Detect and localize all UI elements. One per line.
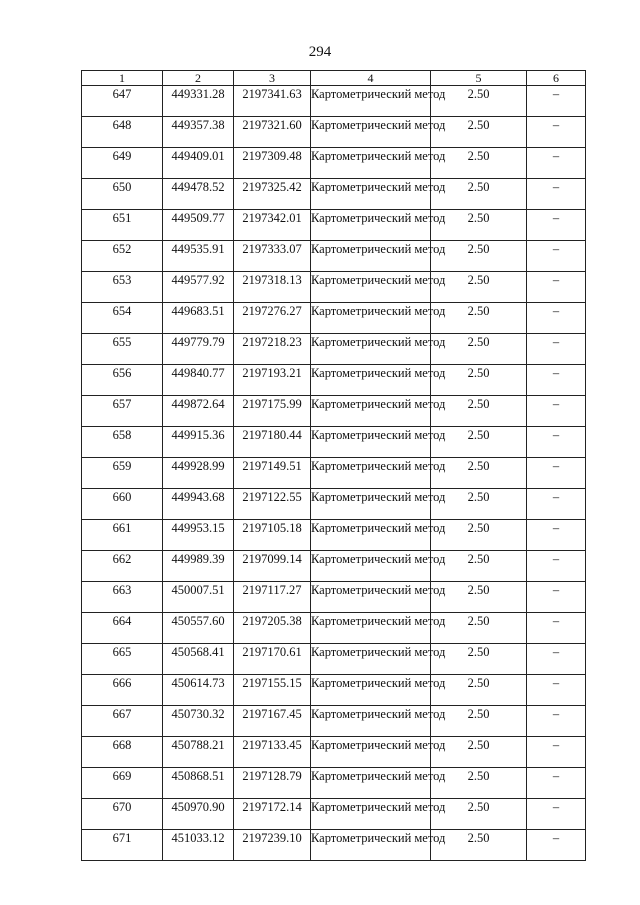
accuracy-cell: 2.50	[431, 334, 527, 365]
coordinates-table	[81, 70, 586, 861]
point-number-cell: 654	[82, 303, 163, 334]
table-row	[82, 365, 586, 396]
x-coordinate-cell: 449915.36	[163, 427, 234, 458]
point-number-cell: 649	[82, 148, 163, 179]
method-cell: Картометрический метод	[311, 334, 431, 365]
point-number-cell: 648	[82, 117, 163, 148]
x-coordinate-cell: 449478.52	[163, 179, 234, 210]
method-cell: Картометрический метод	[311, 520, 431, 551]
y-coordinate-cell: 2197167.45	[234, 706, 311, 737]
note-cell: –	[527, 830, 586, 861]
table-row	[82, 334, 586, 365]
point-number-cell: 657	[82, 396, 163, 427]
accuracy-cell: 2.50	[431, 210, 527, 241]
y-coordinate-cell: 2197170.61	[234, 644, 311, 675]
method-cell: Картометрический метод	[311, 644, 431, 675]
y-coordinate-cell: 2197318.13	[234, 272, 311, 303]
y-coordinate-cell: 2197325.42	[234, 179, 311, 210]
point-number-cell: 669	[82, 768, 163, 799]
note-cell: –	[527, 613, 586, 644]
y-coordinate-cell: 2197239.10	[234, 830, 311, 861]
table-row	[82, 179, 586, 210]
y-coordinate-cell: 2197333.07	[234, 241, 311, 272]
y-coordinate-cell: 2197218.23	[234, 334, 311, 365]
note-cell: –	[527, 148, 586, 179]
point-number-cell: 663	[82, 582, 163, 613]
accuracy-cell: 2.50	[431, 675, 527, 706]
note-cell: –	[527, 241, 586, 272]
table-row	[82, 210, 586, 241]
method-cell: Картометрический метод	[311, 117, 431, 148]
table-row	[82, 551, 586, 582]
x-coordinate-cell: 450557.60	[163, 613, 234, 644]
point-number-cell: 655	[82, 334, 163, 365]
y-coordinate-cell: 2197205.38	[234, 613, 311, 644]
point-number-cell: 664	[82, 613, 163, 644]
note-cell: –	[527, 489, 586, 520]
note-cell: –	[527, 675, 586, 706]
method-cell: Картометрический метод	[311, 458, 431, 489]
x-coordinate-cell: 450614.73	[163, 675, 234, 706]
accuracy-cell: 2.50	[431, 179, 527, 210]
table-row	[82, 768, 586, 799]
table-row	[82, 582, 586, 613]
y-coordinate-cell: 2197155.15	[234, 675, 311, 706]
note-cell: –	[527, 520, 586, 551]
y-coordinate-cell: 2197172.14	[234, 799, 311, 830]
note-cell: –	[527, 334, 586, 365]
point-number-cell: 659	[82, 458, 163, 489]
method-cell: Картометрический метод	[311, 613, 431, 644]
x-coordinate-cell: 449943.68	[163, 489, 234, 520]
accuracy-cell: 2.50	[431, 613, 527, 644]
y-coordinate-cell: 2197099.14	[234, 551, 311, 582]
y-coordinate-cell: 2197175.99	[234, 396, 311, 427]
accuracy-cell: 2.50	[431, 148, 527, 179]
y-coordinate-cell: 2197342.01	[234, 210, 311, 241]
table-row	[82, 241, 586, 272]
table-row	[82, 303, 586, 334]
note-cell: –	[527, 365, 586, 396]
accuracy-cell: 2.50	[431, 768, 527, 799]
x-coordinate-cell: 449989.39	[163, 551, 234, 582]
column-header-3: 3	[234, 71, 311, 86]
note-cell: –	[527, 117, 586, 148]
note-cell: –	[527, 303, 586, 334]
note-cell: –	[527, 737, 586, 768]
x-coordinate-cell: 450788.21	[163, 737, 234, 768]
point-number-cell: 650	[82, 179, 163, 210]
x-coordinate-cell: 450868.51	[163, 768, 234, 799]
point-number-cell: 665	[82, 644, 163, 675]
note-cell: –	[527, 582, 586, 613]
table-row	[82, 272, 586, 303]
y-coordinate-cell: 2197276.27	[234, 303, 311, 334]
accuracy-cell: 2.50	[431, 799, 527, 830]
note-cell: –	[527, 86, 586, 117]
x-coordinate-cell: 449535.91	[163, 241, 234, 272]
method-cell: Картометрический метод	[311, 179, 431, 210]
note-cell: –	[527, 799, 586, 830]
y-coordinate-cell: 2197321.60	[234, 117, 311, 148]
method-cell: Картометрический метод	[311, 582, 431, 613]
note-cell: –	[527, 179, 586, 210]
accuracy-cell: 2.50	[431, 551, 527, 582]
x-coordinate-cell: 449840.77	[163, 365, 234, 396]
method-cell: Картометрический метод	[311, 148, 431, 179]
y-coordinate-cell: 2197117.27	[234, 582, 311, 613]
column-header-6: 6	[527, 71, 586, 86]
method-cell: Картометрический метод	[311, 675, 431, 706]
accuracy-cell: 2.50	[431, 830, 527, 861]
y-coordinate-cell: 2197180.44	[234, 427, 311, 458]
accuracy-cell: 2.50	[431, 272, 527, 303]
point-number-cell: 668	[82, 737, 163, 768]
note-cell: –	[527, 768, 586, 799]
y-coordinate-cell: 2197105.18	[234, 520, 311, 551]
method-cell: Картометрический метод	[311, 799, 431, 830]
method-cell: Картометрический метод	[311, 830, 431, 861]
x-coordinate-cell: 450007.51	[163, 582, 234, 613]
x-coordinate-cell: 449928.99	[163, 458, 234, 489]
point-number-cell: 652	[82, 241, 163, 272]
y-coordinate-cell: 2197128.79	[234, 768, 311, 799]
note-cell: –	[527, 210, 586, 241]
point-number-cell: 647	[82, 86, 163, 117]
method-cell: Картометрический метод	[311, 241, 431, 272]
method-cell: Картометрический метод	[311, 551, 431, 582]
table-row	[82, 675, 586, 706]
method-cell: Картометрический метод	[311, 272, 431, 303]
x-coordinate-cell: 449409.01	[163, 148, 234, 179]
y-coordinate-cell: 2197309.48	[234, 148, 311, 179]
table-header-row	[82, 71, 586, 86]
table-row	[82, 737, 586, 768]
x-coordinate-cell: 449953.15	[163, 520, 234, 551]
accuracy-cell: 2.50	[431, 458, 527, 489]
note-cell: –	[527, 706, 586, 737]
column-header-5: 5	[431, 71, 527, 86]
y-coordinate-cell: 2197193.21	[234, 365, 311, 396]
accuracy-cell: 2.50	[431, 365, 527, 396]
point-number-cell: 670	[82, 799, 163, 830]
table-row	[82, 427, 586, 458]
method-cell: Картометрический метод	[311, 396, 431, 427]
accuracy-cell: 2.50	[431, 489, 527, 520]
x-coordinate-cell: 449779.79	[163, 334, 234, 365]
y-coordinate-cell: 2197149.51	[234, 458, 311, 489]
method-cell: Картометрический метод	[311, 427, 431, 458]
y-coordinate-cell: 2197133.45	[234, 737, 311, 768]
point-number-cell: 658	[82, 427, 163, 458]
accuracy-cell: 2.50	[431, 737, 527, 768]
note-cell: –	[527, 427, 586, 458]
accuracy-cell: 2.50	[431, 117, 527, 148]
note-cell: –	[527, 458, 586, 489]
column-header-2: 2	[163, 71, 234, 86]
method-cell: Картометрический метод	[311, 86, 431, 117]
point-number-cell: 671	[82, 830, 163, 861]
method-cell: Картометрический метод	[311, 303, 431, 334]
table-row	[82, 706, 586, 737]
y-coordinate-cell: 2197122.55	[234, 489, 311, 520]
x-coordinate-cell: 449577.92	[163, 272, 234, 303]
x-coordinate-cell: 450970.90	[163, 799, 234, 830]
point-number-cell: 662	[82, 551, 163, 582]
x-coordinate-cell: 449509.77	[163, 210, 234, 241]
point-number-cell: 651	[82, 210, 163, 241]
table-row	[82, 86, 586, 117]
method-cell: Картометрический метод	[311, 768, 431, 799]
accuracy-cell: 2.50	[431, 644, 527, 675]
table-row	[82, 117, 586, 148]
accuracy-cell: 2.50	[431, 396, 527, 427]
accuracy-cell: 2.50	[431, 427, 527, 458]
point-number-cell: 667	[82, 706, 163, 737]
method-cell: Картометрический метод	[311, 210, 431, 241]
accuracy-cell: 2.50	[431, 706, 527, 737]
table-row	[82, 148, 586, 179]
note-cell: –	[527, 644, 586, 675]
x-coordinate-cell: 449683.51	[163, 303, 234, 334]
table-row	[82, 458, 586, 489]
method-cell: Картометрический метод	[311, 706, 431, 737]
point-number-cell: 653	[82, 272, 163, 303]
note-cell: –	[527, 272, 586, 303]
method-cell: Картометрический метод	[311, 737, 431, 768]
table-row	[82, 830, 586, 861]
note-cell: –	[527, 396, 586, 427]
accuracy-cell: 2.50	[431, 303, 527, 334]
x-coordinate-cell: 450730.32	[163, 706, 234, 737]
accuracy-cell: 2.50	[431, 582, 527, 613]
x-coordinate-cell: 449872.64	[163, 396, 234, 427]
table-row	[82, 520, 586, 551]
accuracy-cell: 2.50	[431, 241, 527, 272]
y-coordinate-cell: 2197341.63	[234, 86, 311, 117]
method-cell: Картометрический метод	[311, 365, 431, 396]
point-number-cell: 666	[82, 675, 163, 706]
x-coordinate-cell: 449357.38	[163, 117, 234, 148]
x-coordinate-cell: 449331.28	[163, 86, 234, 117]
page-number: 294	[308, 44, 332, 60]
table-row	[82, 613, 586, 644]
method-cell: Картометрический метод	[311, 489, 431, 520]
table-body	[82, 86, 586, 861]
column-header-4: 4	[311, 71, 431, 86]
table-row	[82, 799, 586, 830]
table-row	[82, 396, 586, 427]
table-row	[82, 644, 586, 675]
point-number-cell: 661	[82, 520, 163, 551]
x-coordinate-cell: 451033.12	[163, 830, 234, 861]
table-row	[82, 489, 586, 520]
column-header-1: 1	[82, 71, 163, 86]
accuracy-cell: 2.50	[431, 86, 527, 117]
point-number-cell: 660	[82, 489, 163, 520]
note-cell: –	[527, 551, 586, 582]
point-number-cell: 656	[82, 365, 163, 396]
accuracy-cell: 2.50	[431, 520, 527, 551]
x-coordinate-cell: 450568.41	[163, 644, 234, 675]
